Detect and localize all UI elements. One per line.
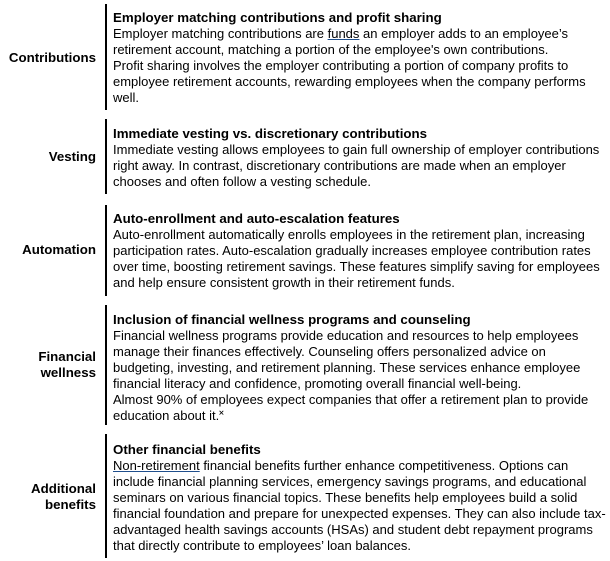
row-divider: [105, 305, 107, 425]
section-paragraph: Almost 90% of employees expect companies that offer a retirement plan to provide education about it.˟: [113, 392, 589, 423]
row-label-financial-wellness: Financial wellness: [38, 349, 96, 380]
row-financial-wellness: [0, 305, 610, 425]
paragraph-text: Employer matching contributions are: [113, 26, 328, 41]
section-paragraph: Financial wellness programs provide education and resources to help employees manage their finances effectively. Counseling offers personalized advice on budgeting, investing, and retirement planning. These services enhance employee financial literacy and confidence, promoting overall financial well-being.: [113, 328, 581, 391]
row-content-additional-benefits: [113, 442, 608, 554]
row-divider: [105, 434, 107, 558]
row-content-financial-wellness: [113, 312, 608, 424]
section-paragraph: Immediate vesting allows employees to gain full ownership of employer contributions right away. In contrast, discretionary contributions are made when an employer chooses and often follow a vesting schedule.: [113, 142, 600, 189]
section-heading: Other financial benefits: [113, 442, 261, 457]
section-heading: Employer matching contributions and profit sharing: [113, 10, 442, 25]
row-vesting: [0, 119, 610, 194]
row-automation: [0, 205, 610, 296]
row-content-contributions: [113, 10, 608, 106]
section-paragraph: [113, 458, 608, 554]
section-heading: Immediate vesting vs. discretionary contributions: [113, 126, 428, 141]
row-additional-benefits: [0, 434, 610, 558]
row-label-automation: Automation: [22, 242, 96, 257]
row-label-vesting: Vesting: [48, 149, 96, 164]
section-paragraph: Profit sharing involves the employer contributing a portion of company profits to employee retirement accounts, rewarding employees when the company performs well.: [113, 58, 586, 105]
row-content-vesting: [113, 126, 608, 190]
row-divider: [105, 119, 107, 194]
row-divider: [105, 4, 107, 110]
non-retirement-link[interactable]: Non-retirement: [113, 458, 200, 473]
paragraph-text: financial benefits further enhance competitiveness. Options can include financial planning services, emergency savings programs, and educational seminars on various financial topics. These benefits help employees build a solid financial foundation and prepare for unexpected expenses. They can also include tax-advantaged health savings accounts (HSAs) and student debt repayment programs that directly contribute to employees’ loan balances.: [113, 458, 606, 553]
section-paragraph: [113, 26, 608, 58]
row-divider: [105, 205, 107, 296]
section-paragraph: Auto-enrollment automatically enrolls employees in the retirement plan, increasing participation rates. Auto-escalation gradually increases employee contribution rates over time, boosting retirement savings. These features simplify saving for employees and help ensure consistent growth in their retirement funds.: [113, 227, 600, 290]
row-label-additional-benefits: Additional benefits: [31, 481, 96, 512]
section-heading: Auto-enrollment and auto-escalation features: [113, 211, 400, 226]
section-heading: Inclusion of financial wellness programs and counseling: [113, 312, 471, 327]
paragraph-text: an employer adds to an employee’s retirement account, matching a portion of the employee's own contributions.: [113, 26, 569, 57]
row-content-automation: [113, 211, 608, 291]
row-label-contributions: Contributions: [8, 50, 96, 65]
row-contributions: [0, 4, 610, 110]
funds-link[interactable]: funds: [327, 26, 360, 41]
